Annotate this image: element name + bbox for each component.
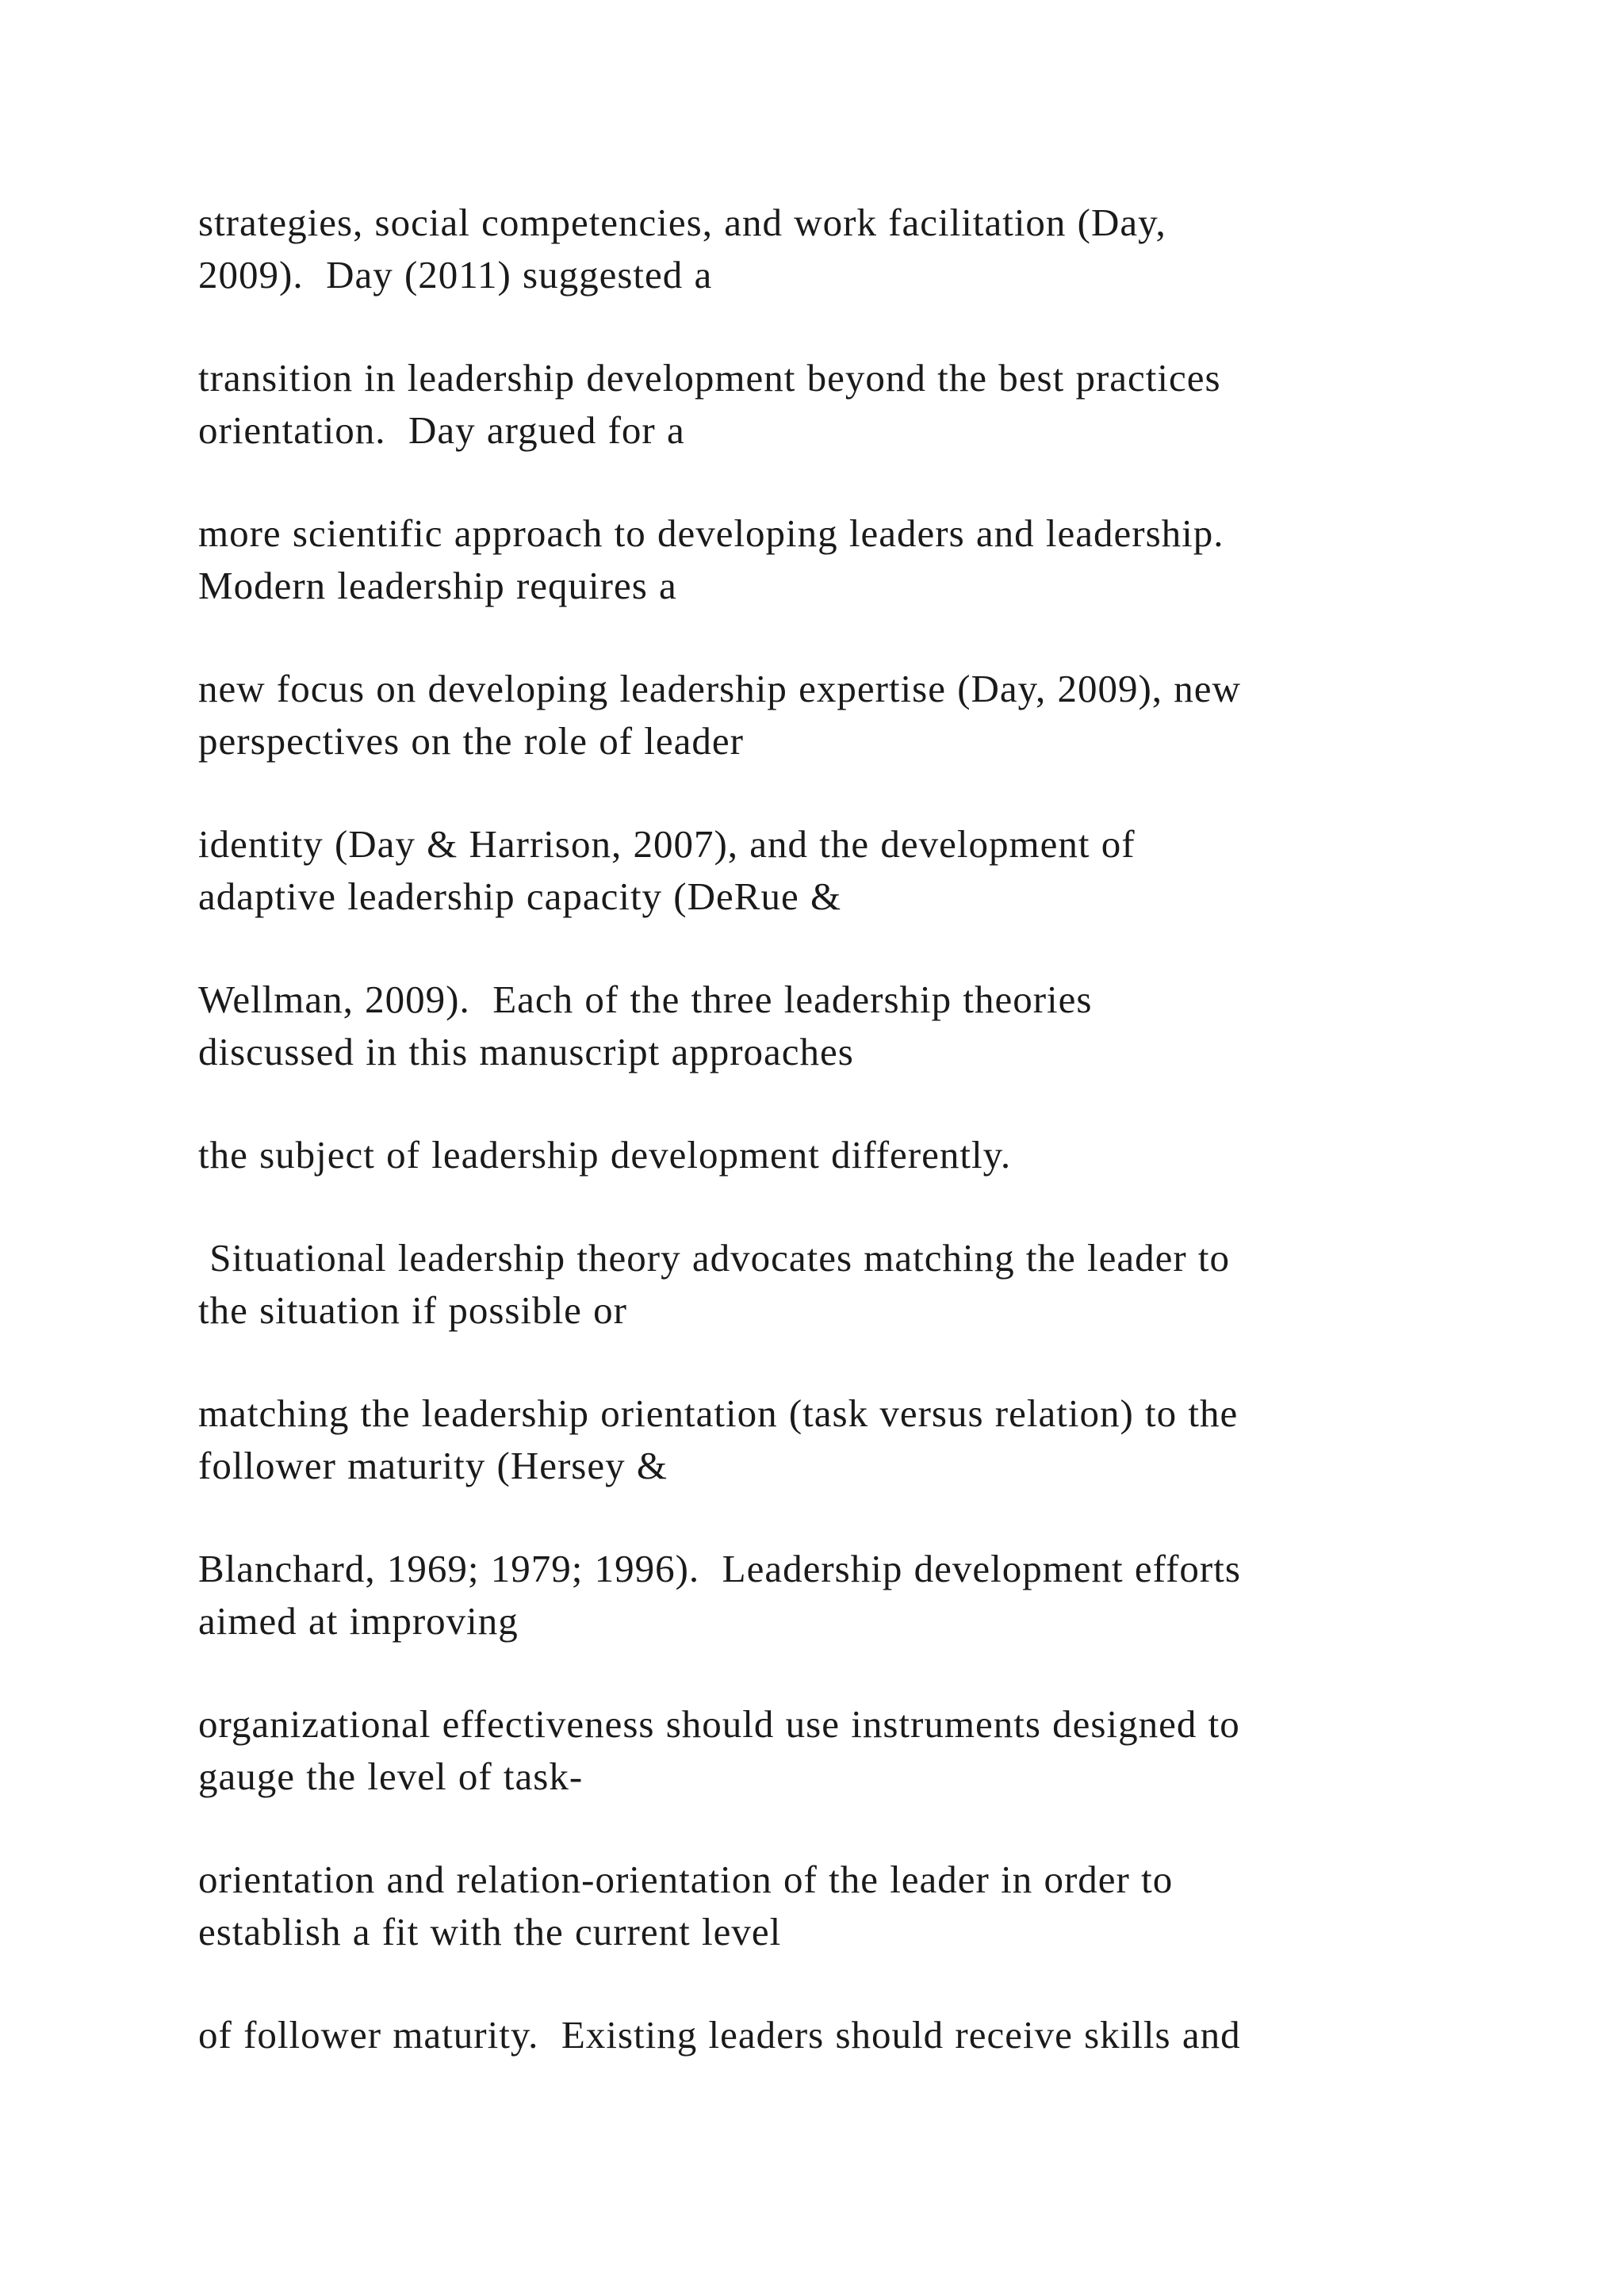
text-line: the subject of leadership development differently. (198, 1133, 1012, 1177)
text-line: aimed at improving (198, 1599, 519, 1643)
text-line: perspectives on the role of leader (198, 719, 744, 763)
text-line: identity (Day & Harrison, 2007), and the development of (198, 822, 1136, 866)
text-line: organizational effectiveness should use instruments designed to (198, 1702, 1240, 1746)
text-line: adaptive leadership capacity (DeRue & (198, 874, 842, 918)
paragraph (198, 818, 1530, 923)
paragraph (198, 1387, 1530, 1492)
paragraph (198, 663, 1530, 767)
text-line: strategies, social competencies, and work facilitation (Day, (198, 201, 1166, 244)
text-line: Wellman, 2009). Each of the three leadership theories (198, 978, 1093, 1021)
text-line: Modern leadership requires a (198, 564, 677, 607)
text-line: matching the leadership orientation (task versus relation) to the (198, 1391, 1239, 1435)
text-line: more scientific approach to developing leaders and leadership. (198, 511, 1224, 555)
text-line: follower maturity (Hersey & (198, 1444, 668, 1487)
text-line: establish a fit with the current level (198, 1910, 782, 1954)
paragraph (198, 1543, 1530, 1647)
paragraph (198, 2009, 1530, 2061)
text-line: orientation and relation-orientation of the leader in order to (198, 1858, 1174, 1901)
paragraph (198, 974, 1530, 1078)
text-line: the situation if possible or (198, 1288, 627, 1332)
paragraph (198, 1698, 1530, 1803)
paragraph (198, 1854, 1530, 1958)
text-line: new focus on developing leadership expertise (Day, 2009), new (198, 667, 1241, 710)
text-line: Situational leadership theory advocates matching the leader to (198, 1236, 1231, 1280)
paragraph (198, 197, 1530, 301)
paragraph (198, 1232, 1530, 1337)
paragraph (198, 507, 1530, 612)
text-line: transition in leadership development beyond the best practices (198, 356, 1221, 400)
text-line: Blanchard, 1969; 1979; 1996). Leadership development efforts (198, 1547, 1241, 1590)
text-line: orientation. Day argued for a (198, 408, 685, 452)
text-line: gauge the level of task- (198, 1755, 584, 1798)
text-line: discussed in this manuscript approaches (198, 1030, 854, 1073)
paragraph (198, 352, 1530, 457)
paragraph (198, 1129, 1530, 1181)
document-body (198, 197, 1530, 2112)
text-line: of follower maturity. Existing leaders should receive skills and (198, 2013, 1241, 2057)
text-line: 2009). Day (2011) suggested a (198, 253, 713, 297)
